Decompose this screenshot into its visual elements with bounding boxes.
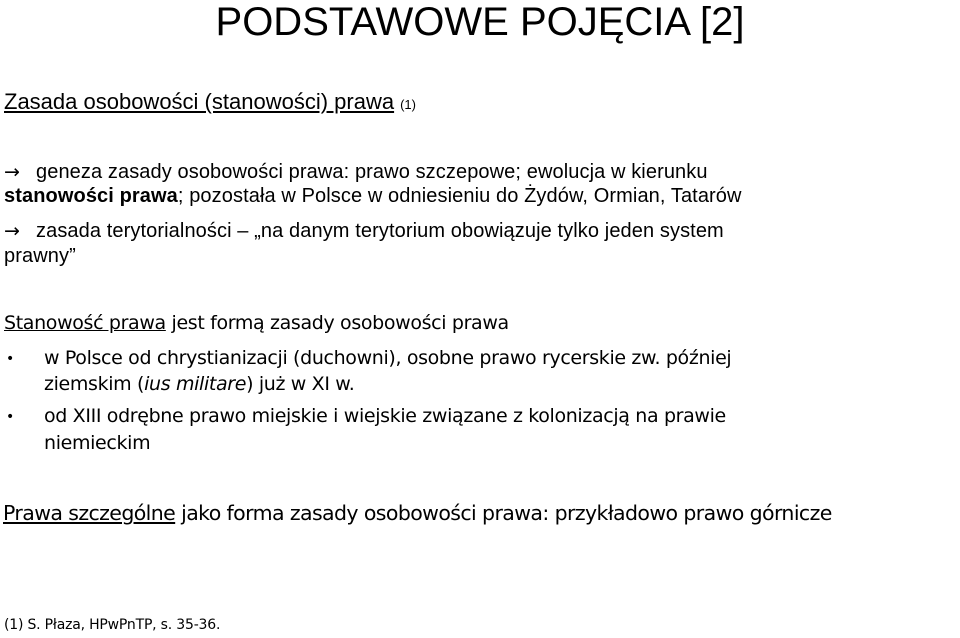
bullet-item-line — [44, 372, 354, 397]
page-title: PODSTAWOWE POJĘCIA [2] — [215, 0, 745, 44]
arrow-right-icon: → — [4, 220, 21, 242]
arrow-right-icon: → — [4, 161, 21, 183]
arrow-item-line: geneza zasady osobowości prawa: prawo szczepowe; ewolucja w kierunku — [36, 161, 708, 183]
italic-term: ius militare — [144, 373, 247, 395]
arrow-item-line: ; pozostała w Polsce w odniesieniu do Żydów, Ormian, Tatarów — [177, 185, 742, 207]
stanowosc-text: jest formą zasady osobowości prawa — [165, 312, 509, 334]
bullet-item-line: w Polsce od chrystianizacji (duchowni), osobne prawo rycerskie zw. później — [44, 347, 732, 369]
section-heading — [4, 88, 416, 119]
bullet-item-line: niemieckim — [44, 432, 151, 454]
bullet-text: ziemskim ( — [44, 373, 145, 395]
section-heading-link[interactable]: Zasada osobowości (stanowości) prawa — [4, 89, 395, 114]
bullet-item-line: od XIII odrębne prawo miejskie i wiejskie związane z kolonizacją na prawie — [44, 405, 726, 427]
arrow-item-line: zasada terytorialności – „na danym terytorium obowiązuje tylko jeden system — [36, 220, 724, 242]
arrow-item-territoriality — [4, 219, 724, 244]
underlined-term: Stanowość prawa — [4, 312, 166, 334]
footnote-ref: (1) — [400, 97, 416, 112]
bold-term: stanowości prawa — [4, 185, 178, 207]
footnote: (1) S. Płaza, HPwPnTP, s. 35-36. — [4, 617, 221, 633]
arrow-item-line: prawny” — [4, 245, 76, 267]
arrow-item-origin-cont — [4, 184, 742, 209]
special-law-line — [3, 500, 832, 526]
bullet-icon: • — [6, 351, 15, 367]
arrow-item-origin — [4, 160, 708, 185]
underlined-term: Prawa szczególne — [3, 501, 176, 525]
bullet-icon: • — [6, 409, 15, 425]
bullet-text: ) już w XI w. — [246, 373, 355, 395]
stanowosc-line — [4, 311, 509, 336]
special-law-text: jako forma zasady osobowości prawa: przykładowo prawo górnicze — [175, 501, 832, 525]
arrow-item-territoriality-cont — [4, 244, 76, 269]
